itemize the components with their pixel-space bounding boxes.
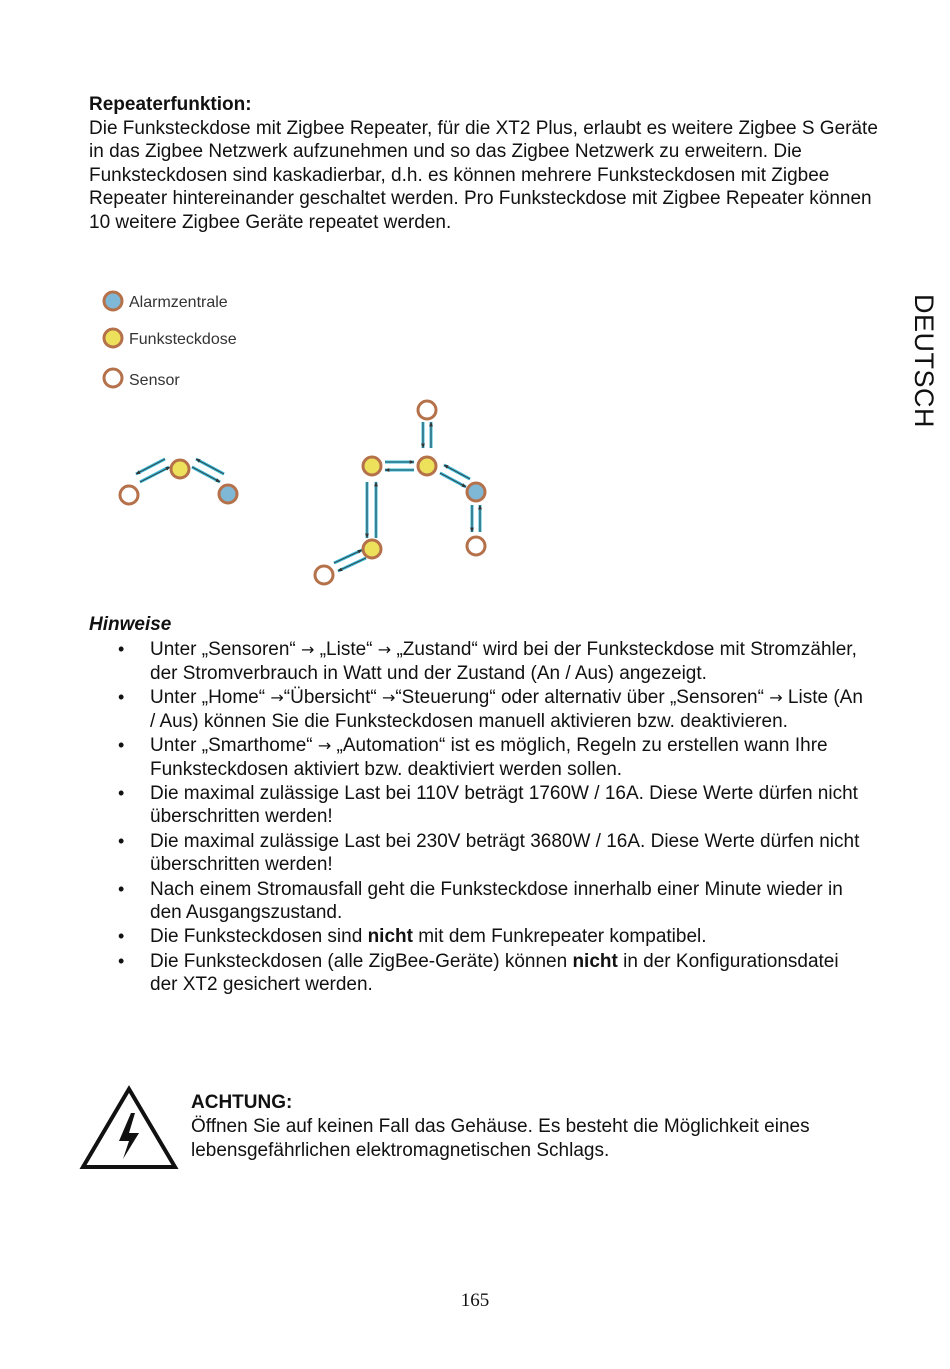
language-label-text: DEUTSCH [909, 294, 939, 429]
legend [104, 292, 237, 389]
sensor-node [315, 566, 333, 584]
arrow-icon: → [301, 640, 315, 659]
link-pair [423, 422, 431, 448]
note-item [89, 638, 869, 685]
funksteckdose-node [363, 540, 381, 558]
notes-list [89, 638, 869, 998]
note-item [89, 878, 869, 925]
arrow-icon: → [377, 640, 392, 659]
note-item [89, 830, 869, 877]
network-cascaded [315, 401, 485, 584]
link-pair [367, 482, 376, 538]
bullet-icon: • [118, 926, 125, 947]
legend-label-funksteckdose: Funksteckdose [129, 331, 237, 348]
electric-shock-warning-icon [79, 1085, 179, 1171]
note-item [89, 782, 869, 829]
link-pair [334, 550, 366, 571]
note-text: in der Konfigurationsdatei der XT2 gesichert werden. [150, 950, 839, 996]
note-text: „Zustand“ wird bei der Funksteckdose mit Stromzähler, der Stromverbrauch in Watt und der Zustand (An / Aus) angezeigt. [150, 639, 857, 684]
alarmzentrale-node [467, 483, 485, 501]
bullet-icon: • [118, 686, 125, 707]
arrow-icon: → [381, 687, 396, 707]
bullet-icon: • [118, 734, 125, 755]
legend-label-sensor: Sensor [129, 372, 180, 389]
link-pair [385, 462, 414, 470]
note-item [89, 950, 869, 997]
bullet-icon: • [118, 639, 125, 659]
sensor-node [120, 486, 138, 504]
intro-paragraph: Die Funksteckdose mit Zigbee Repeater, für die XT2 Plus, erlaubt es weitere Zigbee S Geräte in das Zigbee Netzwerk aufzunehmen und so das Zigbee Netzwerk zu erweitern. Die Funksteckdosen sind kaskadierbar, d.h. es können mehrere Funksteckdosen mit Zigbee Repeater hintereinander geschaltet werden. Pro Funksteckdose mit Zigbee Repeater können 10 weitere Zigbee Geräte repeatet werden. [89, 118, 878, 233]
bullet-icon: • [118, 950, 125, 971]
bullet-icon: • [118, 782, 125, 803]
note-text: Die Funksteckdosen sind [150, 926, 368, 948]
notes-title: Hinweise [89, 614, 172, 635]
note-item [89, 686, 869, 733]
network-simple [120, 459, 237, 504]
alarmzentrale-node [219, 485, 237, 503]
note-text: Unter „Sensoren“ [150, 639, 302, 660]
note-text: Unter „Home“ [150, 686, 271, 708]
warning-text: Öffnen Sie auf keinen Fall das Gehäuse. Es besteht die Möglichkeit eines lebensgefährlichen elektromagnetischen Schlags. [191, 1116, 810, 1161]
link-pair [440, 465, 470, 487]
repeater-network-diagram [90, 282, 510, 592]
page-number: 165 [460, 1290, 490, 1311]
bullet-icon: • [118, 830, 125, 851]
note-text: “Übersicht“ [283, 686, 382, 708]
note-text: Die maximal zulässige Last bei 110V beträgt 1760W / 16A. Diese Werte dürfen nicht überschritten werden! [150, 782, 858, 828]
arrow-icon: → [317, 735, 332, 755]
arrow-icon: → [769, 687, 783, 707]
funksteckdose-node [363, 457, 381, 475]
note-text: Die Funksteckdosen (alle ZigBee-Geräte) können [150, 950, 573, 972]
note-text: „Automation“ ist es möglich, Regeln zu erstellen wann Ihre Funksteckdosen aktiviert bzw. deaktiviert werden sollen. [150, 734, 828, 780]
note-text: Liste (An / Aus) können Sie die Funksteckdosen manuell aktivieren bzw. deaktivieren. [150, 686, 863, 732]
note-text: mit dem Funkrepeater kompatibel. [412, 926, 707, 948]
funksteckdose-node [171, 460, 189, 478]
note-text: Unter „Smarthome“ [150, 734, 318, 756]
note-text: Die maximal zulässige Last bei 230V beträgt 3680W / 16A. Diese Werte dürfen nicht überschritten werden! [150, 830, 860, 876]
link-pair [192, 459, 224, 482]
legend-label-alarmzentrale: Alarmzentrale [129, 294, 228, 311]
note-emphasis: nicht [572, 950, 618, 972]
note-text: “Steuerung“ oder alternativ über „Sensoren“ [395, 686, 770, 708]
arrow-icon: → [270, 687, 284, 707]
funksteckdose-node [418, 457, 436, 475]
legend-swatch-alarmzentrale [104, 292, 122, 310]
sensor-node [418, 401, 436, 419]
legend-swatch-funksteckdose [104, 329, 122, 347]
warning-title: ACHTUNG: [191, 1092, 293, 1113]
note-text: „Liste“ [314, 639, 378, 660]
legend-swatch-sensor [104, 369, 122, 387]
link-pair [136, 459, 170, 482]
section-title: Repeaterfunktion: [89, 94, 252, 115]
note-item [89, 925, 869, 949]
link-pair [472, 505, 480, 532]
bullet-icon: • [118, 878, 125, 899]
note-item [89, 734, 869, 781]
note-text: Nach einem Stromausfall geht die Funksteckdose innerhalb einer Minute wieder in den Ausgangszustand. [150, 878, 843, 924]
note-emphasis: nicht [367, 926, 413, 948]
language-side-label [898, 294, 950, 434]
sensor-node [467, 537, 485, 555]
